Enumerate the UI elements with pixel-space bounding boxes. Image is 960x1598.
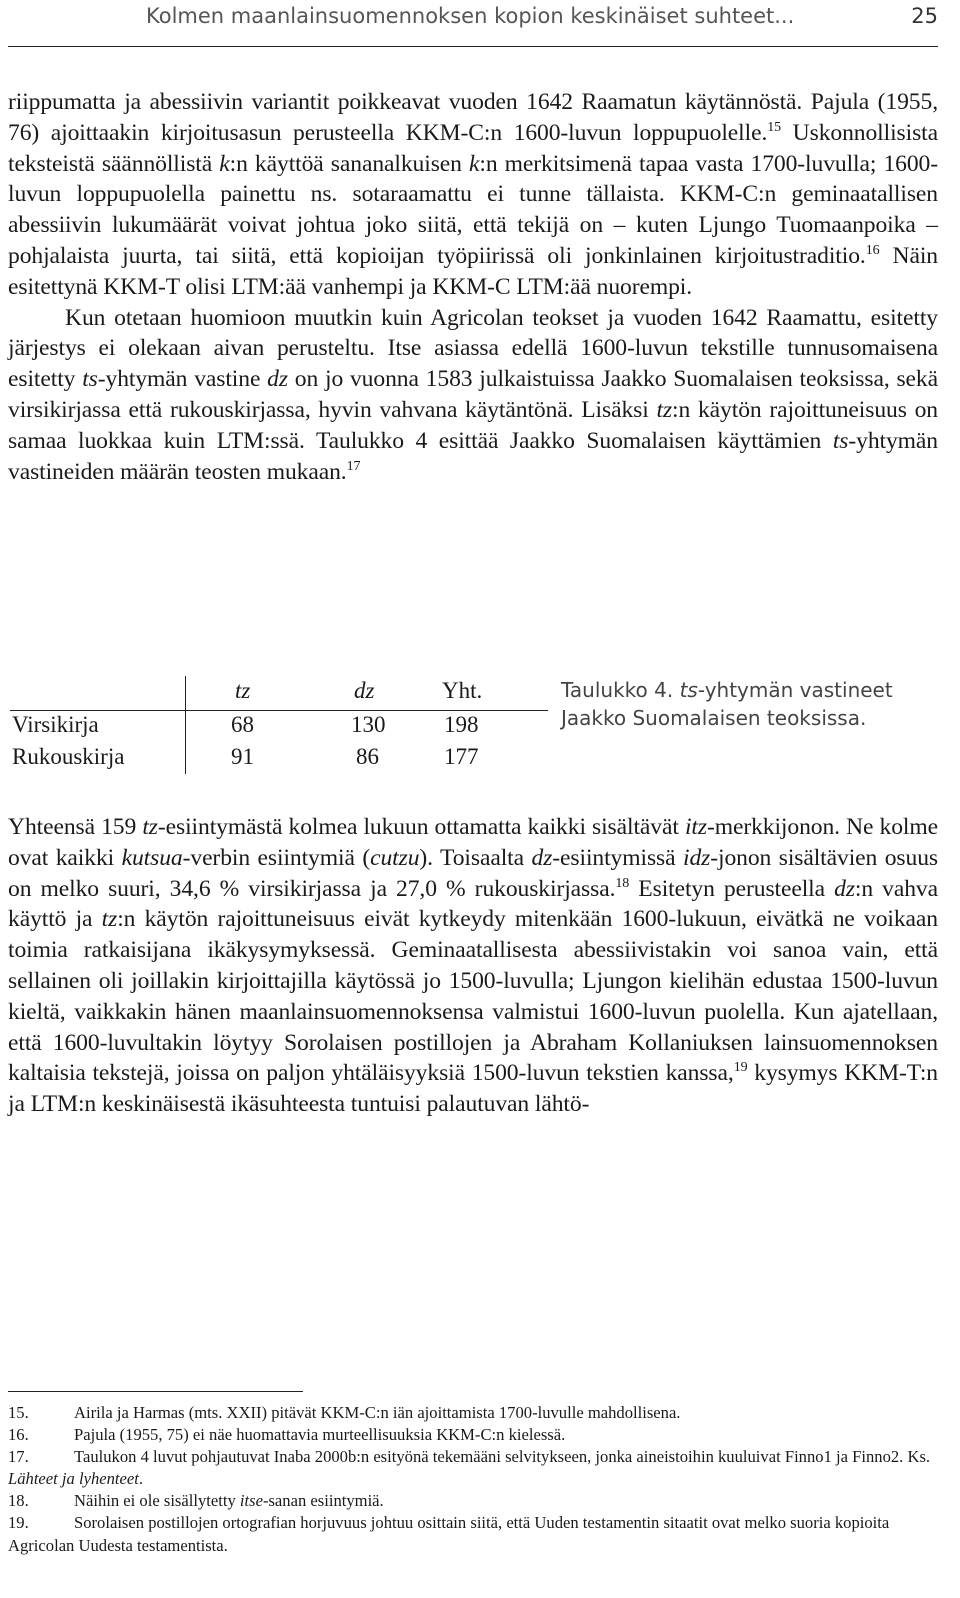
footnote-19: 19. Sorolaisen postillojen ortografian horjuvuus johtuu osittain siitä, että Uuden testamentin sitaatit ovat melko suoria kopioita Agricolan Uudesta testamentista. [8, 1513, 890, 1555]
footnote-ref-17[interactable]: 17 [346, 458, 361, 474]
table-cell: 177 [444, 744, 479, 769]
footnote-ref-18[interactable]: 18 [615, 875, 630, 891]
paragraph-1: riippumatta ja abessiivin variantit poikkeavat vuoden 1642 Raamatun käytännöstä. Pajula (1955, 76) ajoittaakin kirjoitusasun perusteella KKM-C:n 1600-luvun loppupuolelle.$^{15}$ Uskonnollisista teksteistä säännöllistä k:n käyttöä sananalkuisen k:n merkitsimenä tapaa vasta 1700-luvulla; 1600-luvun loppupuolella painettu ns. sotaraamattu ei tunne tällaista. KKM-C:n geminaatallisen abessiivin lukumäärät voivat johtua joko siitä, että tekijä on – kuten Ljungo Tuomaanpoika – pohjalaista juurta, tai siitä, että kopioijan työpiirissä oli jonkinlainen kirjoitustraditio.$^{16}$ Näin esitettynä KKM-T olisi LTM:ää vanhempi ja KKM-C LTM:ää nuorempi. [8, 89, 939, 300]
running-title: Kolmen maanlainsuomennoksen kopion keskinäiset suhteet... [146, 4, 795, 28]
table-cell: 130 [351, 712, 386, 737]
page-number: 25 [911, 4, 938, 28]
table-header-dz: dz [354, 678, 375, 703]
table-cell: 86 [356, 744, 379, 769]
paragraph-2: Kun otetaan huomioon muutkin kuin Agricolan teokset ja vuoden 1642 Raamattu, esitetty järjestys ei olekaan aivan perusteltu. Itse asiassa edellä 1600-luvun tekstille tunnusomaisena esitetty ts-yhtymän vastine dz on jo vuonna 1583 julkaistuissa Jaakko Suomalaisen teoksissa, sekä virsikirjassa että rukouskirjassa, hyvin vahvana käytäntönä. Lisäksi tz:n käytön rajoittuneisuus on samaa luokkaa kuin LTM:ssä. Taulukko 4 esittää Jaakko Suomalaisen käyttämien ts-yhtymän vastineiden määrän teosten mukaan.$^{17}$ [8, 304, 938, 485]
footnote-17: 17. Taulukon 4 luvut pohjautuvat Inaba 2000b:n esityönä tekemääni selvitykseen, jonka aineistoihin kuuluivat Finno1 ja Finno2. Ks. Lähteet ja lyhenteet. [8, 1447, 931, 1489]
footnote-16: 16. Pajula (1955, 75) ei näe huomattavia murteellisuuksia KKM-C:n kielessä. [8, 1425, 566, 1445]
table-cell: 198 [444, 712, 479, 737]
header-rule [8, 46, 938, 47]
running-header [146, 0, 938, 40]
body-text-lower [8, 812, 938, 1120]
footnotes [8, 1402, 938, 1557]
paragraph-3: Yhteensä 159 tz-esiintymästä kolmea lukuun ottamatta kaikki sisältävät itz-merkkijonon. Ne kolme ovat kaikki kutsua-verbin esiintymiä (cutzu). Toisaalta dz-esiintymissä idz-jonon sisältävien osuus on melko suuri, 34,6 % virsikirjassa ja 27,0 % rukouskirjassa.$^{18}$ Esitetyn perusteella dz:n vahva käyttö ja tz:n käytön rajoittuneisuus eivät kytkeydy mitenkään 1600-lukuun, eivätkä ne voikaan toimia ratkaisijana ikäkysymyksessä. Geminaatallisesta abessiivistakin voi sanoa vain, että sellainen oli joillakin kirjoittajilla käytössä jo 1500-luvulla; Ljungon kielihän edustaa 1500-luvun kieltä, vaikkakin hänen maanlainsuomennoksensa valmistui 1600-luvun puolella. Kun ajatellaan, että 1600-luvultakin löytyy Sorolaisen postillojen ja Abraham Kollaniuksen lainsuomennoksen kaltaisia tekstejä, joissa on paljon yhtäläisyyksiä 1500-luvun tekstien kanssa,$^{19}$ kysymys KKM-T:n ja LTM:n keskinäisestä ikäsuhteesta tuntuisi palautuvan lähtö- [8, 814, 938, 1118]
table-cell: 91 [231, 744, 254, 769]
table-4 [10, 676, 960, 776]
table-header-tz: tz [235, 678, 251, 703]
footnote-18: 18. Näihin ei ole sisällytetty itse-sanan esiintymiä. [8, 1491, 384, 1511]
table-header-rule [10, 710, 548, 711]
footnote-ref-15[interactable]: 15 [767, 119, 782, 135]
table-header-total: Yht. [442, 678, 483, 703]
footnote-ref-19[interactable]: 19 [733, 1060, 748, 1076]
footnote-rule [8, 1391, 303, 1392]
body-text-upper [8, 87, 938, 487]
footnote-ref-16[interactable]: 16 [865, 242, 880, 258]
table-row-label: Virsikirja [12, 712, 99, 737]
table-column-divider [185, 676, 186, 774]
table-caption: Taulukko 4. ts-yhtymän vastineet Jaakko Suomalaisen teoksissa. [561, 678, 893, 730]
table-cell: 68 [231, 712, 254, 737]
table-row-label: Rukouskirja [12, 744, 125, 769]
footnote-15: 15. Airila ja Harmas (mts. XXII) pitävät KKM-C:n iän ajoittamista 1700-luvulle mahdollisena. [8, 1403, 681, 1422]
